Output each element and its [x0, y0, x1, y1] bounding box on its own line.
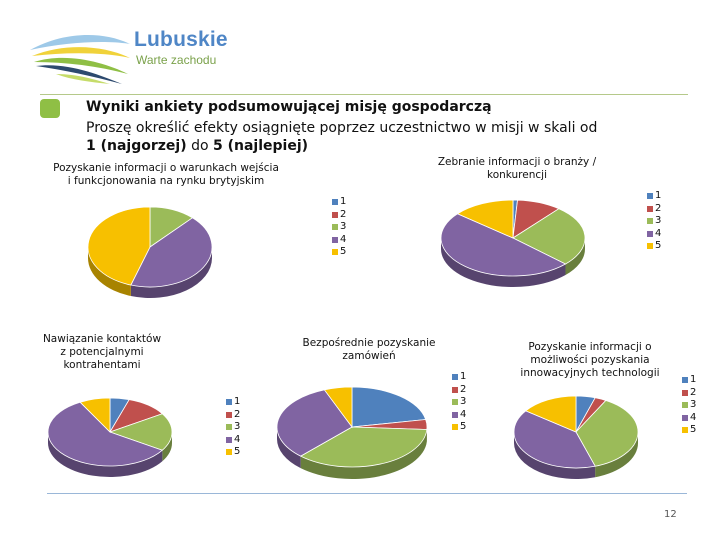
footer-divider [47, 493, 687, 494]
chart-1-title-line1: Pozyskanie informacji o warunkach wejścia [53, 162, 279, 174]
page-title: Wyniki ankiety podsumowującej misję gospodarczą [86, 99, 492, 115]
chart-1-title-line2: i funkcjonowania na rynku brytyjskim [67, 175, 265, 187]
legend-label: 3 [340, 221, 347, 232]
legend-label: 5 [340, 246, 347, 257]
legend-swatch [682, 415, 688, 421]
chart-5-title-line2: możliwości pozyskania [530, 354, 650, 366]
legend-label: 2 [690, 386, 697, 398]
intro-line-1: Proszę określić efekty osiągnięte poprzez uczestnictwo w misji w skali od [86, 120, 598, 136]
legend-label: 2 [340, 208, 347, 220]
scale-mid: do [186, 138, 213, 154]
chart-3-title-line3: kontrahentami [63, 359, 141, 371]
page-number: 12 [664, 509, 677, 520]
scale-max: 5 (najlepiej) [212, 138, 309, 154]
legend-5-entry-2 [682, 387, 696, 400]
chart-5-title-line1: Pozyskanie informacji o [528, 341, 652, 353]
legend-label: 4 [340, 233, 347, 245]
legend-label: 2 [655, 202, 662, 214]
legend-label: 2 [460, 383, 467, 395]
chart-3-title-line2: z potencjalnymi [60, 346, 144, 358]
scale-min: 1 (najgorzej) [86, 138, 187, 154]
legend-label: 1 [460, 371, 467, 382]
legend-5-entry-1 [682, 374, 696, 387]
legend-label: 1 [340, 196, 347, 207]
legend-label: 1 [690, 374, 697, 385]
legend-5-entry-5 [682, 424, 696, 437]
legend-label: 4 [655, 227, 662, 239]
legend-label: 1 [234, 396, 241, 407]
legend-label: 5 [655, 240, 662, 251]
legend-swatch [682, 427, 688, 433]
legend-label: 2 [234, 408, 241, 420]
brand-slogan: Warte zachodu [136, 53, 217, 67]
chart-5-title-line3: innowacyjnych technologii [520, 367, 660, 379]
legend-label: 5 [690, 424, 697, 435]
legend-label: 1 [655, 190, 662, 201]
legend-5-entry-3 [682, 399, 696, 412]
legend-label: 3 [460, 396, 467, 407]
legend-label: 4 [690, 411, 697, 423]
chart-2-title-line2: konkurencji [486, 169, 547, 181]
legend-label: 3 [234, 421, 241, 432]
legend-label: 3 [655, 215, 662, 226]
chart-4-title-line2: zamówień [342, 350, 396, 362]
brand-name: Lubuskie [134, 28, 228, 51]
legend-label: 5 [460, 421, 467, 432]
legend-label: 5 [234, 446, 241, 457]
legend-label: 4 [234, 433, 241, 445]
legend-5-entry-4 [682, 412, 696, 425]
chart-3-title-line1: Nawiązanie kontaktów [42, 333, 162, 345]
legend-label: 3 [690, 399, 697, 410]
chart-2-title-line1: Zebranie informacji o branży / [437, 156, 597, 168]
legend-swatch [682, 402, 688, 408]
legend-label: 4 [460, 408, 467, 420]
legend-swatch [682, 390, 688, 396]
legend-swatch [682, 377, 688, 383]
chart-4-title-line1: Bezpośrednie pozyskanie [302, 337, 436, 349]
chart-5-legend [682, 374, 696, 437]
